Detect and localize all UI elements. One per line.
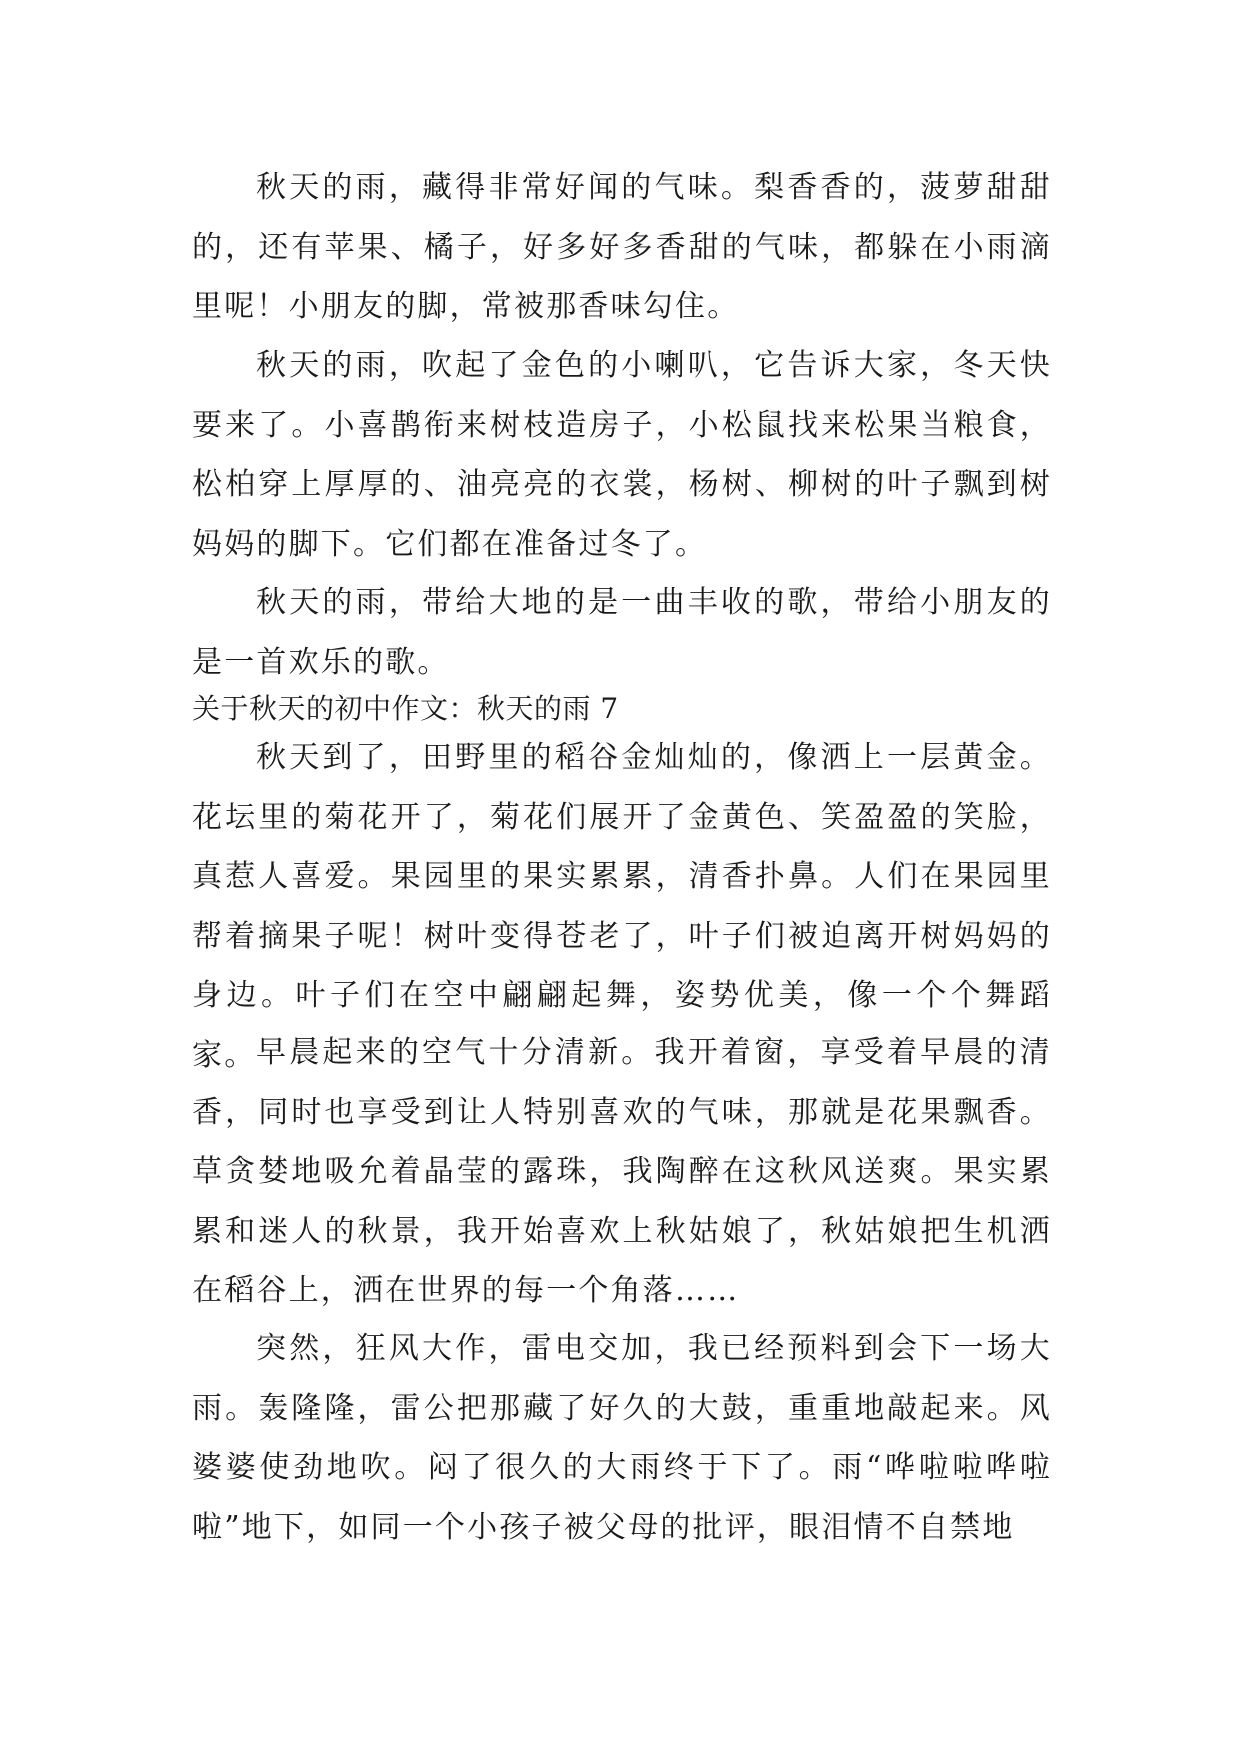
paragraph: 突然，狂风大作，雷电交加，我已经预料到会下一场大雨。轰隆隆，雷公把那藏了好久的大鼓，重重地敲起来。风婆婆使劲地吹。闷了很久的大雨终于下了。雨“哗啦啦哗啦啦”地下，如同一个小孩子被父母的批评，眼泪情不自禁地 <box>192 1331 1052 1545</box>
paragraph: 秋天的雨，吹起了金色的小喇叭，它告诉大家，冬天快要来了。小喜鹊衔来树枝造房子，小松鼠找来松果当粮食，松柏穿上厚厚的、油亮亮的衣裳，杨树、柳树的叶子飘到树妈妈的脚下。它们都在准备过冬了。 <box>192 348 1052 562</box>
paragraph: 秋天到了，田野里的稻谷金灿灿的，像洒上一层黄金。花坛里的菊花开了，菊花们展开了金黄色、笑盈盈的笑脸，真惹人喜爱。果园里的果实累累，清香扑鼻。人们在果园里帮着摘果子呢！树叶变得苍老了，叶子们被迫离开树妈妈的身边。叶子们在空中翩翩起舞，姿势优美，像一个个舞蹈家。 <box>192 740 1052 1073</box>
paragraph: 早晨起来的空气十分清新。我开着窗，享受着早晨的清香，同时也享受到让人特别喜欢的气味，那就是花果飘香。草贪婪地吸允着晶莹的露珠，我陶醉在这秋风送爽。果实累累和迷人的秋景，我开始喜欢上秋姑娘了，秋姑娘把生机洒在稻谷上，洒在世界的每一个角落…… <box>192 1035 1052 1308</box>
paragraph: 秋天的雨，带给大地的是一曲丰收的歌，带给小朋友的是一首欢乐的歌。 <box>192 585 1052 680</box>
section-heading: 关于秋天的初中作文：秋天的雨 7 <box>192 692 619 725</box>
paragraph: 秋天的雨，藏得非常好闻的气味。梨香香的，菠萝甜甜的，还有苹果、橘子，好多好多香甜的气味，都躲在小雨滴里呢！小朋友的脚，常被那香味勾住。 <box>192 170 1052 324</box>
